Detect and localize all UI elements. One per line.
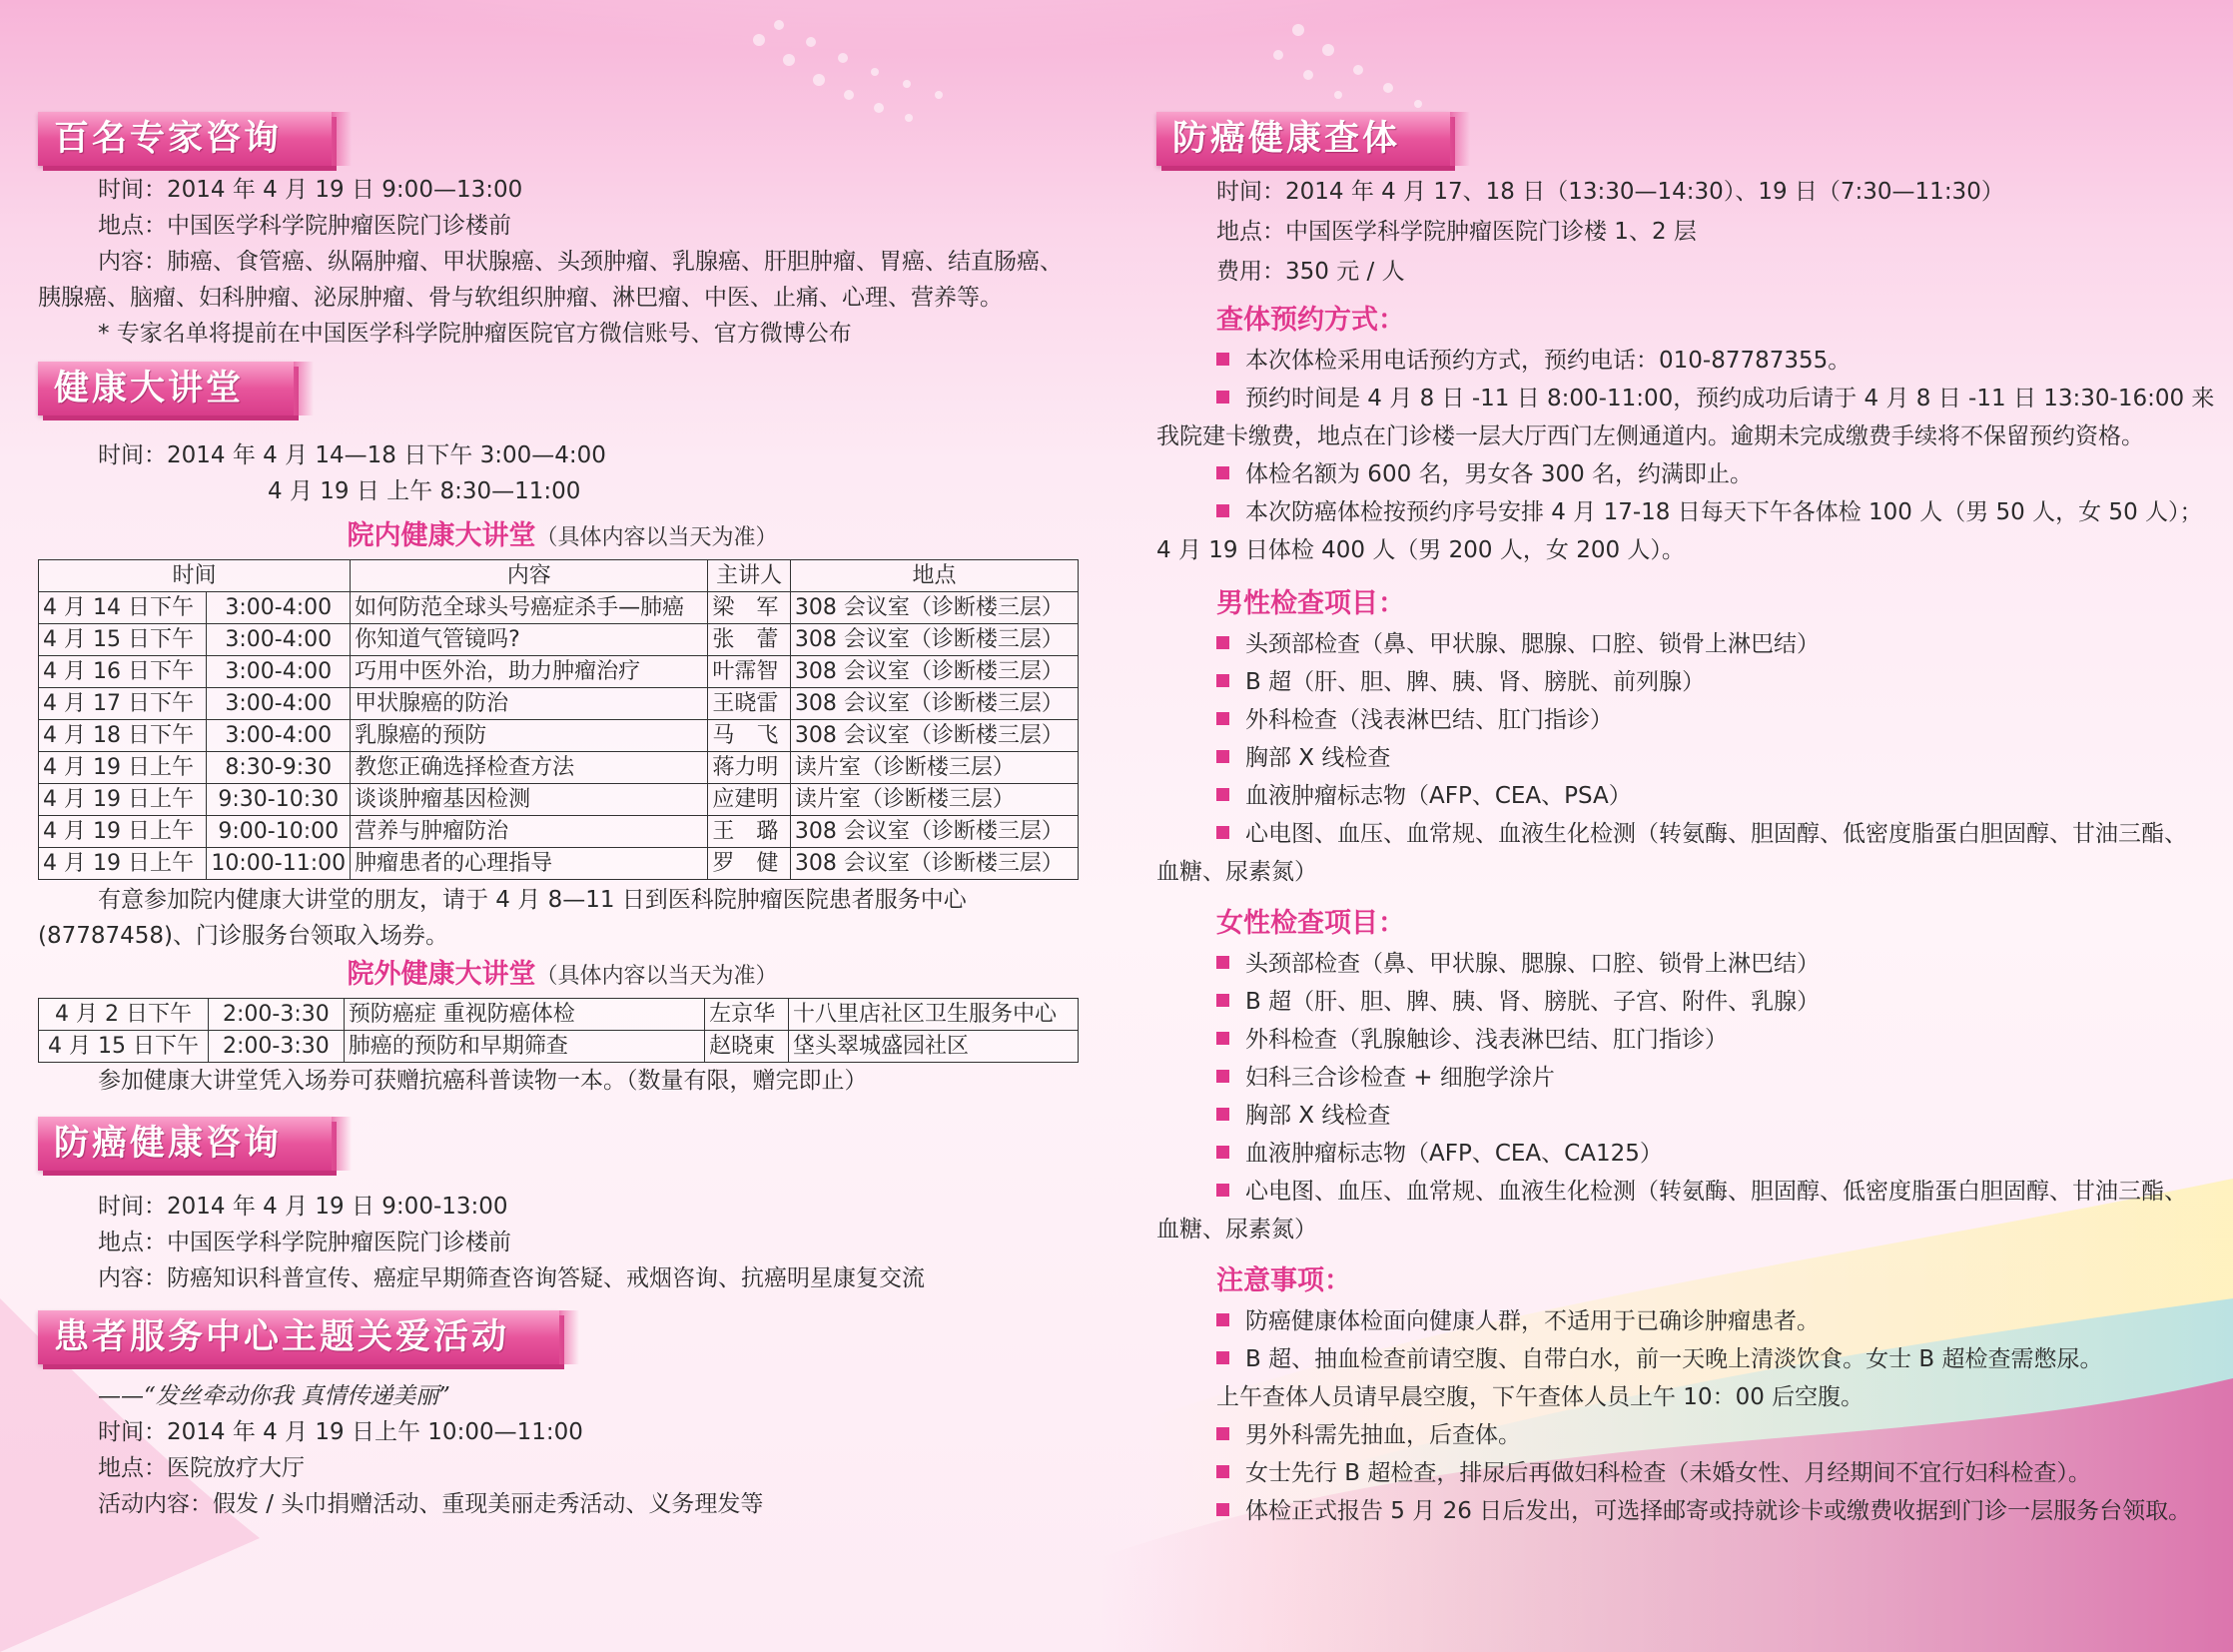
booking-item-4-cont: 4 月 19 日体检 400 人（男 200 人，女 200 人）。 (1156, 537, 1685, 563)
row-date: 4 月 19 日上午 (39, 752, 207, 784)
bullet-square-icon (1216, 826, 1229, 839)
bullet-square-icon (1216, 1351, 1229, 1364)
notes-item-2: B 超、抽血检查前请空腹、自带白水，前一天晚上清淡饮食。女士 B 超检查需憋尿。 (1156, 1340, 2205, 1378)
female-heading: 女性检查项目： (1216, 908, 1405, 939)
row-time: 3:00-4:00 (207, 720, 351, 752)
row-speaker: 王晓雷 (708, 688, 791, 720)
bullet-square-icon (1216, 994, 1229, 1007)
female-item: 妇科三合诊检查 + 细胞学涂片 (1156, 1059, 2205, 1097)
row-speaker: 应建明 (708, 784, 791, 816)
row-topic: 谈谈肿瘤基因检测 (351, 784, 708, 816)
row-topic: 营养与肿瘤防治 (351, 816, 708, 848)
row-place: 308 会议室（诊断楼三层） (790, 720, 1078, 752)
row-date: 4 月 18 日下午 (39, 720, 207, 752)
row-topic: 肺癌的预防和早期筛查 (344, 1031, 704, 1063)
male-item: 胸部 X 线检查 (1156, 739, 2205, 777)
table-row (39, 720, 1079, 752)
header-content: 内容 (351, 560, 708, 592)
bullet-square-icon (1216, 1465, 1229, 1478)
row-place: 十八里店社区卫生服务中心 (789, 999, 1079, 1031)
header-time: 时间 (39, 560, 351, 592)
table-row (39, 656, 1079, 688)
booking-item-4: 本次防癌体检按预约序号安排 4 月 17-18 日每天下午各体检 100 人（男 50 人，女 50 人）； (1156, 493, 2205, 531)
section-cancer-consult (38, 1117, 1087, 1296)
row-time: 3:00-4:00 (207, 624, 351, 656)
row-topic: 甲状腺癌的防治 (351, 688, 708, 720)
booking-item-3: 体检名额为 600 名，男女各 300 名，约满即止。 (1156, 455, 2205, 493)
section-expert-consult (38, 112, 1087, 352)
table-row (39, 848, 1079, 880)
notes-item-2-cont: 上午查体人员请早晨空腹，下午查体人员上午 10：00 后空腹。 (1216, 1384, 1864, 1410)
row-place: 读片室（诊断楼三层） (790, 784, 1078, 816)
row-topic: 如何防范全球头号癌症杀手—肺癌 (351, 592, 708, 624)
row-speaker: 王 璐 (708, 816, 791, 848)
bullet-square-icon (1216, 1032, 1229, 1045)
table-row (39, 592, 1079, 624)
care-activity-time: 时间：2014 年 4 月 19 日上午 10:00—11:00 (98, 1419, 583, 1445)
row-time: 9:30-10:30 (207, 784, 351, 816)
table-header-row (39, 560, 1079, 592)
section-title-cancer-consult: 防癌健康咨询 (38, 1117, 332, 1171)
bullet-square-icon (1216, 466, 1229, 479)
bullet-square-icon (1216, 353, 1229, 366)
care-activity-slogan: ——“发丝牵动你我 真情传递美丽” (98, 1383, 450, 1409)
care-activity-place: 地点：医院放疗大厅 (98, 1455, 305, 1481)
bullet-square-icon (1216, 1313, 1229, 1326)
row-speaker: 赵晓東 (705, 1031, 789, 1063)
outer-lecture-title: 院外健康大讲堂 (347, 959, 536, 990)
female-item-cont: 血糖、尿素氮） (1156, 1217, 1317, 1242)
row-speaker: 叶霈智 (708, 656, 791, 688)
row-time: 10:00-11:00 (207, 848, 351, 880)
female-item: B 超（肝、胆、脾、胰、肾、膀胱、子宫、附件、乳腺） (1156, 983, 2205, 1021)
row-time: 9:00-10:00 (207, 816, 351, 848)
male-item-cont: 血糖、尿素氮） (1156, 859, 1317, 885)
inner-signup-2: (87787458)、门诊服务台领取入场券。 (38, 923, 449, 949)
header-speaker: 主讲人 (708, 560, 791, 592)
inner-lecture-heading (38, 515, 1087, 559)
expert-consult-content-2: 胰腺癌、脑瘤、妇科肿瘤、泌尿肿瘤、骨与软组织肿瘤、淋巴瘤、中医、止痛、心理、营养等。 (38, 285, 1003, 311)
male-item: 血液肿瘤标志物（AFP、CEA、PSA） (1156, 777, 2205, 815)
row-time: 3:00-4:00 (207, 688, 351, 720)
row-time: 2:00-3:30 (208, 999, 344, 1031)
bullet-square-icon (1216, 956, 1229, 969)
row-place: 308 会议室（诊断楼三层） (790, 848, 1078, 880)
row-topic: 肿瘤患者的心理指导 (351, 848, 708, 880)
section-title-health-lecture: 健康大讲堂 (38, 362, 294, 415)
table-row (39, 752, 1079, 784)
row-speaker: 马 飞 (708, 720, 791, 752)
inner-signup-1: 有意参加院内健康大讲堂的朋友，请于 4 月 8—11 日到医科院肿瘤医院患者服务中心 (98, 887, 967, 913)
outer-gift-note: 参加健康大讲堂凭入场券可获赠抗癌科普读物一本。（数量有限，赠完即止） (98, 1068, 868, 1094)
cancer-consult-place: 地点：中国医学科学院肿瘤医院门诊楼前 (98, 1230, 511, 1255)
section-health-lecture (38, 362, 1087, 1099)
male-item: 心电图、血压、血常规、血液生化检测（转氨酶、胆固醇、低密度脂蛋白胆固醇、甘油三酯、 (1156, 815, 2205, 853)
health-lecture-time-2: 4 月 19 日 上午 8:30—11:00 (268, 478, 581, 504)
bullet-square-icon (1216, 750, 1229, 763)
row-date: 4 月 15 日下午 (39, 1031, 209, 1063)
checkup-time: 时间：2014 年 4 月 17、18 日（13:30—14:30）、19 日（7:30—11:30） (1216, 179, 2004, 205)
outer-lecture-table (38, 998, 1079, 1063)
bullet-square-icon (1216, 636, 1229, 649)
row-topic: 巧用中医外治，助力肿瘤治疗 (351, 656, 708, 688)
checkup-place: 地点：中国医学科学院肿瘤医院门诊楼 1、2 层 (1216, 219, 1697, 245)
row-date: 4 月 15 日下午 (39, 624, 207, 656)
female-item: 心电图、血压、血常规、血液生化检测（转氨酶、胆固醇、低密度脂蛋白胆固醇、甘油三酯、 (1156, 1173, 2205, 1211)
notes-item-4: 女士先行 B 超检查，排尿后再做妇科检查（未婚女性、月经期间不宜行妇科检查）。 (1156, 1454, 2205, 1492)
row-time: 8:30-9:30 (207, 752, 351, 784)
row-speaker: 蒋力明 (708, 752, 791, 784)
male-item: B 超（肝、胆、脾、胰、肾、膀胱、前列腺） (1156, 663, 2205, 701)
row-date: 4 月 19 日上午 (39, 848, 207, 880)
bullet-square-icon (1216, 674, 1229, 687)
row-place: 读片室（诊断楼三层） (790, 752, 1078, 784)
table-row (39, 784, 1079, 816)
row-date: 4 月 16 日下午 (39, 656, 207, 688)
row-date: 4 月 17 日下午 (39, 688, 207, 720)
section-title-checkup: 防癌健康查体 (1156, 112, 1450, 166)
section-title-care-activity: 患者服务中心主题关爱活动 (38, 1310, 559, 1364)
row-place: 垡头翠城盛园社区 (789, 1031, 1079, 1063)
table-row (39, 688, 1079, 720)
inner-lecture-table (38, 559, 1079, 880)
row-time: 3:00-4:00 (207, 656, 351, 688)
bullet-square-icon (1216, 391, 1229, 404)
female-item: 血液肿瘤标志物（AFP、CEA、CA125） (1156, 1135, 2205, 1173)
bullet-square-icon (1216, 1427, 1229, 1440)
section-title-expert-consult: 百名专家咨询 (38, 112, 332, 166)
booking-item-2-cont: 我院建卡缴费，地点在门诊楼一层大厅西门左侧通道内。逾期未完成缴费手续将不保留预约资格。 (1156, 423, 2144, 449)
male-item: 头颈部检查（鼻、甲状腺、腮腺、口腔、锁骨上淋巴结） (1156, 625, 2205, 663)
expert-consult-place: 地点：中国医学科学院肿瘤医院门诊楼前 (98, 213, 511, 239)
row-speaker: 张 蕾 (708, 624, 791, 656)
female-item: 头颈部检查（鼻、甲状腺、腮腺、口腔、锁骨上淋巴结） (1156, 945, 2205, 983)
row-date: 4 月 19 日上午 (39, 784, 207, 816)
row-place: 308 会议室（诊断楼三层） (790, 688, 1078, 720)
right-column (1156, 112, 2215, 1530)
table-row (39, 816, 1079, 848)
row-time: 3:00-4:00 (207, 592, 351, 624)
bullet-square-icon (1216, 788, 1229, 801)
bullet-square-icon (1216, 712, 1229, 725)
row-speaker: 梁 军 (708, 592, 791, 624)
notes-heading: 注意事项： (1216, 1265, 1351, 1296)
row-time: 2:00-3:30 (208, 1031, 344, 1063)
row-speaker: 左京华 (705, 999, 789, 1031)
female-item: 胸部 X 线检查 (1156, 1097, 2205, 1135)
booking-heading: 查体预约方式： (1216, 305, 1405, 336)
male-heading: 男性检查项目： (1216, 588, 1405, 619)
booking-item-2: 预约时间是 4 月 8 日 -11 日 8:00-11:00，预约成功后请于 4 月 8 日 -11 日 13:30-16:00 来 (1156, 380, 2205, 417)
cancer-consult-content: 内容：防癌知识科普宣传、癌症早期筛查咨询答疑、戒烟咨询、抗癌明星康复交流 (98, 1265, 925, 1291)
notes-item-1: 防癌健康体检面向健康人群，不适用于已确诊肿瘤患者。 (1156, 1302, 2205, 1340)
row-date: 4 月 14 日下午 (39, 592, 207, 624)
female-item: 外科检查（乳腺触诊、浅表淋巴结、肛门指诊） (1156, 1021, 2205, 1059)
notes-item-5: 体检正式报告 5 月 26 日后发出，可选择邮寄或持就诊卡或缴费收据到门诊一层服务台领取。 (1156, 1492, 2205, 1530)
table-row (39, 999, 1079, 1031)
male-item: 外科检查（浅表淋巴结、肛门指诊） (1156, 701, 2205, 739)
header-place: 地点 (790, 560, 1078, 592)
row-date: 4 月 2 日下午 (39, 999, 209, 1031)
row-place: 308 会议室（诊断楼三层） (790, 624, 1078, 656)
row-topic: 你知道气管镜吗? (351, 624, 708, 656)
row-speaker: 罗 健 (708, 848, 791, 880)
row-topic: 乳腺癌的预防 (351, 720, 708, 752)
inner-lecture-note: （具体内容以当天为准） (535, 525, 778, 550)
checkup-fee: 费用：350 元 / 人 (1216, 259, 1405, 285)
section-care-activity (38, 1310, 1087, 1522)
cancer-consult-time: 时间：2014 年 4 月 19 日 9:00-13:00 (98, 1194, 508, 1220)
bullet-square-icon (1216, 1146, 1229, 1159)
booking-item-1: 本次体检采用电话预约方式，预约电话：010-87787355。 (1156, 342, 2205, 380)
row-topic: 预防癌症 重视防癌体检 (344, 999, 704, 1031)
table-row (39, 624, 1079, 656)
row-place: 308 会议室（诊断楼三层） (790, 592, 1078, 624)
left-column (38, 112, 1087, 1522)
row-place: 308 会议室（诊断楼三层） (790, 656, 1078, 688)
care-activity-content: 活动内容：假发 / 头巾捐赠活动、重现美丽走秀活动、义务理发等 (98, 1491, 764, 1517)
table-row (39, 1031, 1079, 1063)
bullet-square-icon (1216, 1503, 1229, 1516)
health-lecture-time-1: 时间：2014 年 4 月 14—18 日下午 3:00—4:00 (98, 442, 606, 468)
bullet-square-icon (1216, 1108, 1229, 1121)
bullet-square-icon (1216, 1184, 1229, 1197)
row-topic: 教您正确选择检查方法 (351, 752, 708, 784)
bullet-square-icon (1216, 1070, 1229, 1083)
expert-consult-content-1: 内容：肺癌、食管癌、纵隔肿瘤、甲状腺癌、头颈肿瘤、乳腺癌、肝胆肿瘤、胃癌、结直肠癌、 (98, 249, 1063, 275)
outer-lecture-note: （具体内容以当天为准） (535, 964, 778, 989)
outer-lecture-heading (38, 954, 1087, 998)
notes-item-3: 男外科需先抽血，后查体。 (1156, 1416, 2205, 1454)
bullet-square-icon (1216, 504, 1229, 517)
inner-lecture-title: 院内健康大讲堂 (347, 520, 536, 551)
row-date: 4 月 19 日上午 (39, 816, 207, 848)
expert-consult-note: * 专家名单将提前在中国医学科学院肿瘤医院官方微信账号、官方微博公布 (98, 321, 852, 347)
expert-consult-time: 时间：2014 年 4 月 19 日 9:00—13:00 (98, 177, 523, 203)
row-place: 308 会议室（诊断楼三层） (790, 816, 1078, 848)
